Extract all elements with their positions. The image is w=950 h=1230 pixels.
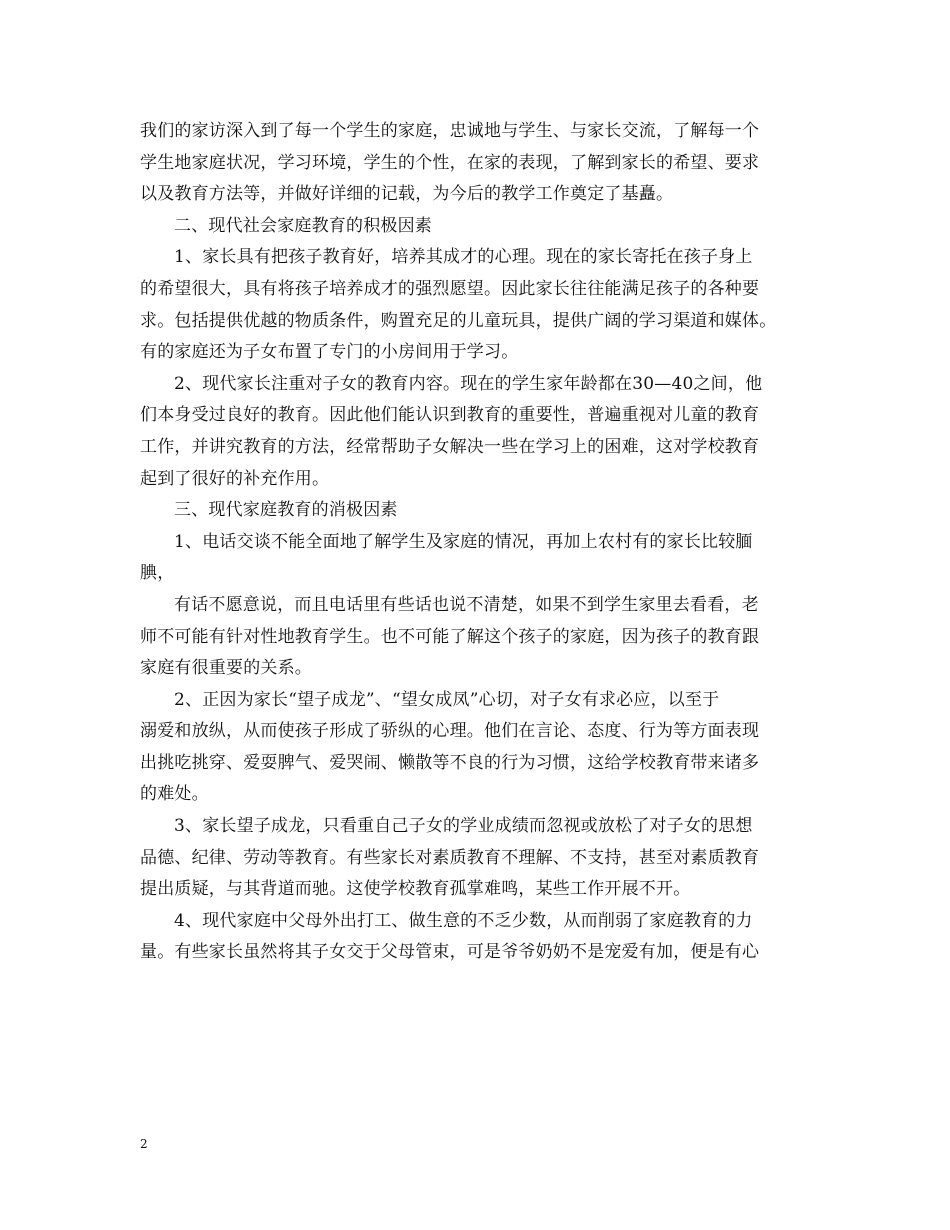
text-line: 1、家长具有把孩子教育好，培养其成才的心理。现在的家长寄托在孩子身上	[174, 247, 753, 268]
text-line: 量。有些家长虽然将其子女交于父母管束，可是爷爷奶奶不是宠爱有加，便是有心	[140, 942, 760, 963]
page-number: 2	[140, 1137, 148, 1151]
text-line: 4、现代家庭中父母外出打工、做生意的不乏少数，从而削弱了家庭教育的力	[174, 910, 753, 931]
text-line: 师不可能有针对性地教育学生。也不可能了解这个孩子的家庭，因为孩子的教育跟	[140, 626, 760, 647]
text-line: 出挑吃挑穿、爱耍脾气、爱哭闹、懒散等不良的行为习惯，这给学校教育带来诸多	[140, 752, 760, 773]
text-line: 起到了很好的补充作用。	[140, 468, 330, 489]
body-text	[140, 116, 840, 969]
text-line: 腆，	[140, 563, 175, 584]
text-line: 溺爱和放纵，从而使孩子形成了骄纵的心理。他们在言论、态度、行为等方面表现	[140, 721, 760, 742]
text-line: 家庭有很重要的关系。	[140, 658, 312, 679]
text-line: 3、家长望子成龙，只看重自己子女的学业成绩而忽视或放松了对子女的思想	[174, 816, 753, 837]
section-heading: 三、现代家庭教育的消极因素	[174, 500, 398, 521]
text-line: 以及教育方法等，并做好详细的记载，为今后的教学工作奠定了基矗。	[140, 184, 674, 205]
text-line: 工作，并讲究教育的方法，经常帮助子女解决一些在学习上的困难，这对学校教育	[140, 436, 760, 457]
text-line: 有的家庭还为子女布置了专门的小房间用于学习。	[140, 342, 519, 363]
text-line: 的难处。	[140, 784, 209, 805]
text-line: 们本身受过良好的教育。因此他们能认识到教育的重要性，普遍重视对儿童的教育	[140, 405, 760, 426]
text-line: 2、正因为家长“望子成龙”、“望女成凤”心切，对子女有求必应，以至于	[174, 689, 720, 710]
text-line: 提出质疑，与其背道而驰。这使学校教育孤掌难鸣，某些工作开展不开。	[140, 879, 691, 900]
text-line: 有话不愿意说，而且电话里有些话也说不清楚，如果不到学生家里去看看，老	[174, 594, 759, 615]
text-line: 品德、纪律、劳动等教育。有些家长对素质教育不理解、不支持，甚至对素质教育	[140, 847, 760, 868]
text-line: 我们的家访深入到了每一个学生的家庭，忠诚地与学生、与家长交流，了解每一个	[140, 121, 760, 141]
text-line: 学生地家庭状况，学习环境，学生的个性，在家的表现，了解到家长的希望、要求	[140, 152, 760, 173]
section-heading: 二、现代社会家庭教育的积极因素	[174, 215, 432, 236]
text-line: 的希望很大，具有将孩子培养成才的强烈愿望。因此家长往往能满足孩子的各种要	[140, 278, 760, 299]
text-line: 1、电话交谈不能全面地了解学生及家庭的情况，再加上农村有的家长比较腼	[174, 531, 753, 552]
text-line: 2、现代家长注重对子女的教育内容。现在的学生家年龄都在30—40之间，他	[174, 373, 763, 394]
text-line: 求。包括提供优越的物质条件，购置充足的儿童玩具，提供广阔的学习渠道和媒体。	[140, 310, 777, 331]
